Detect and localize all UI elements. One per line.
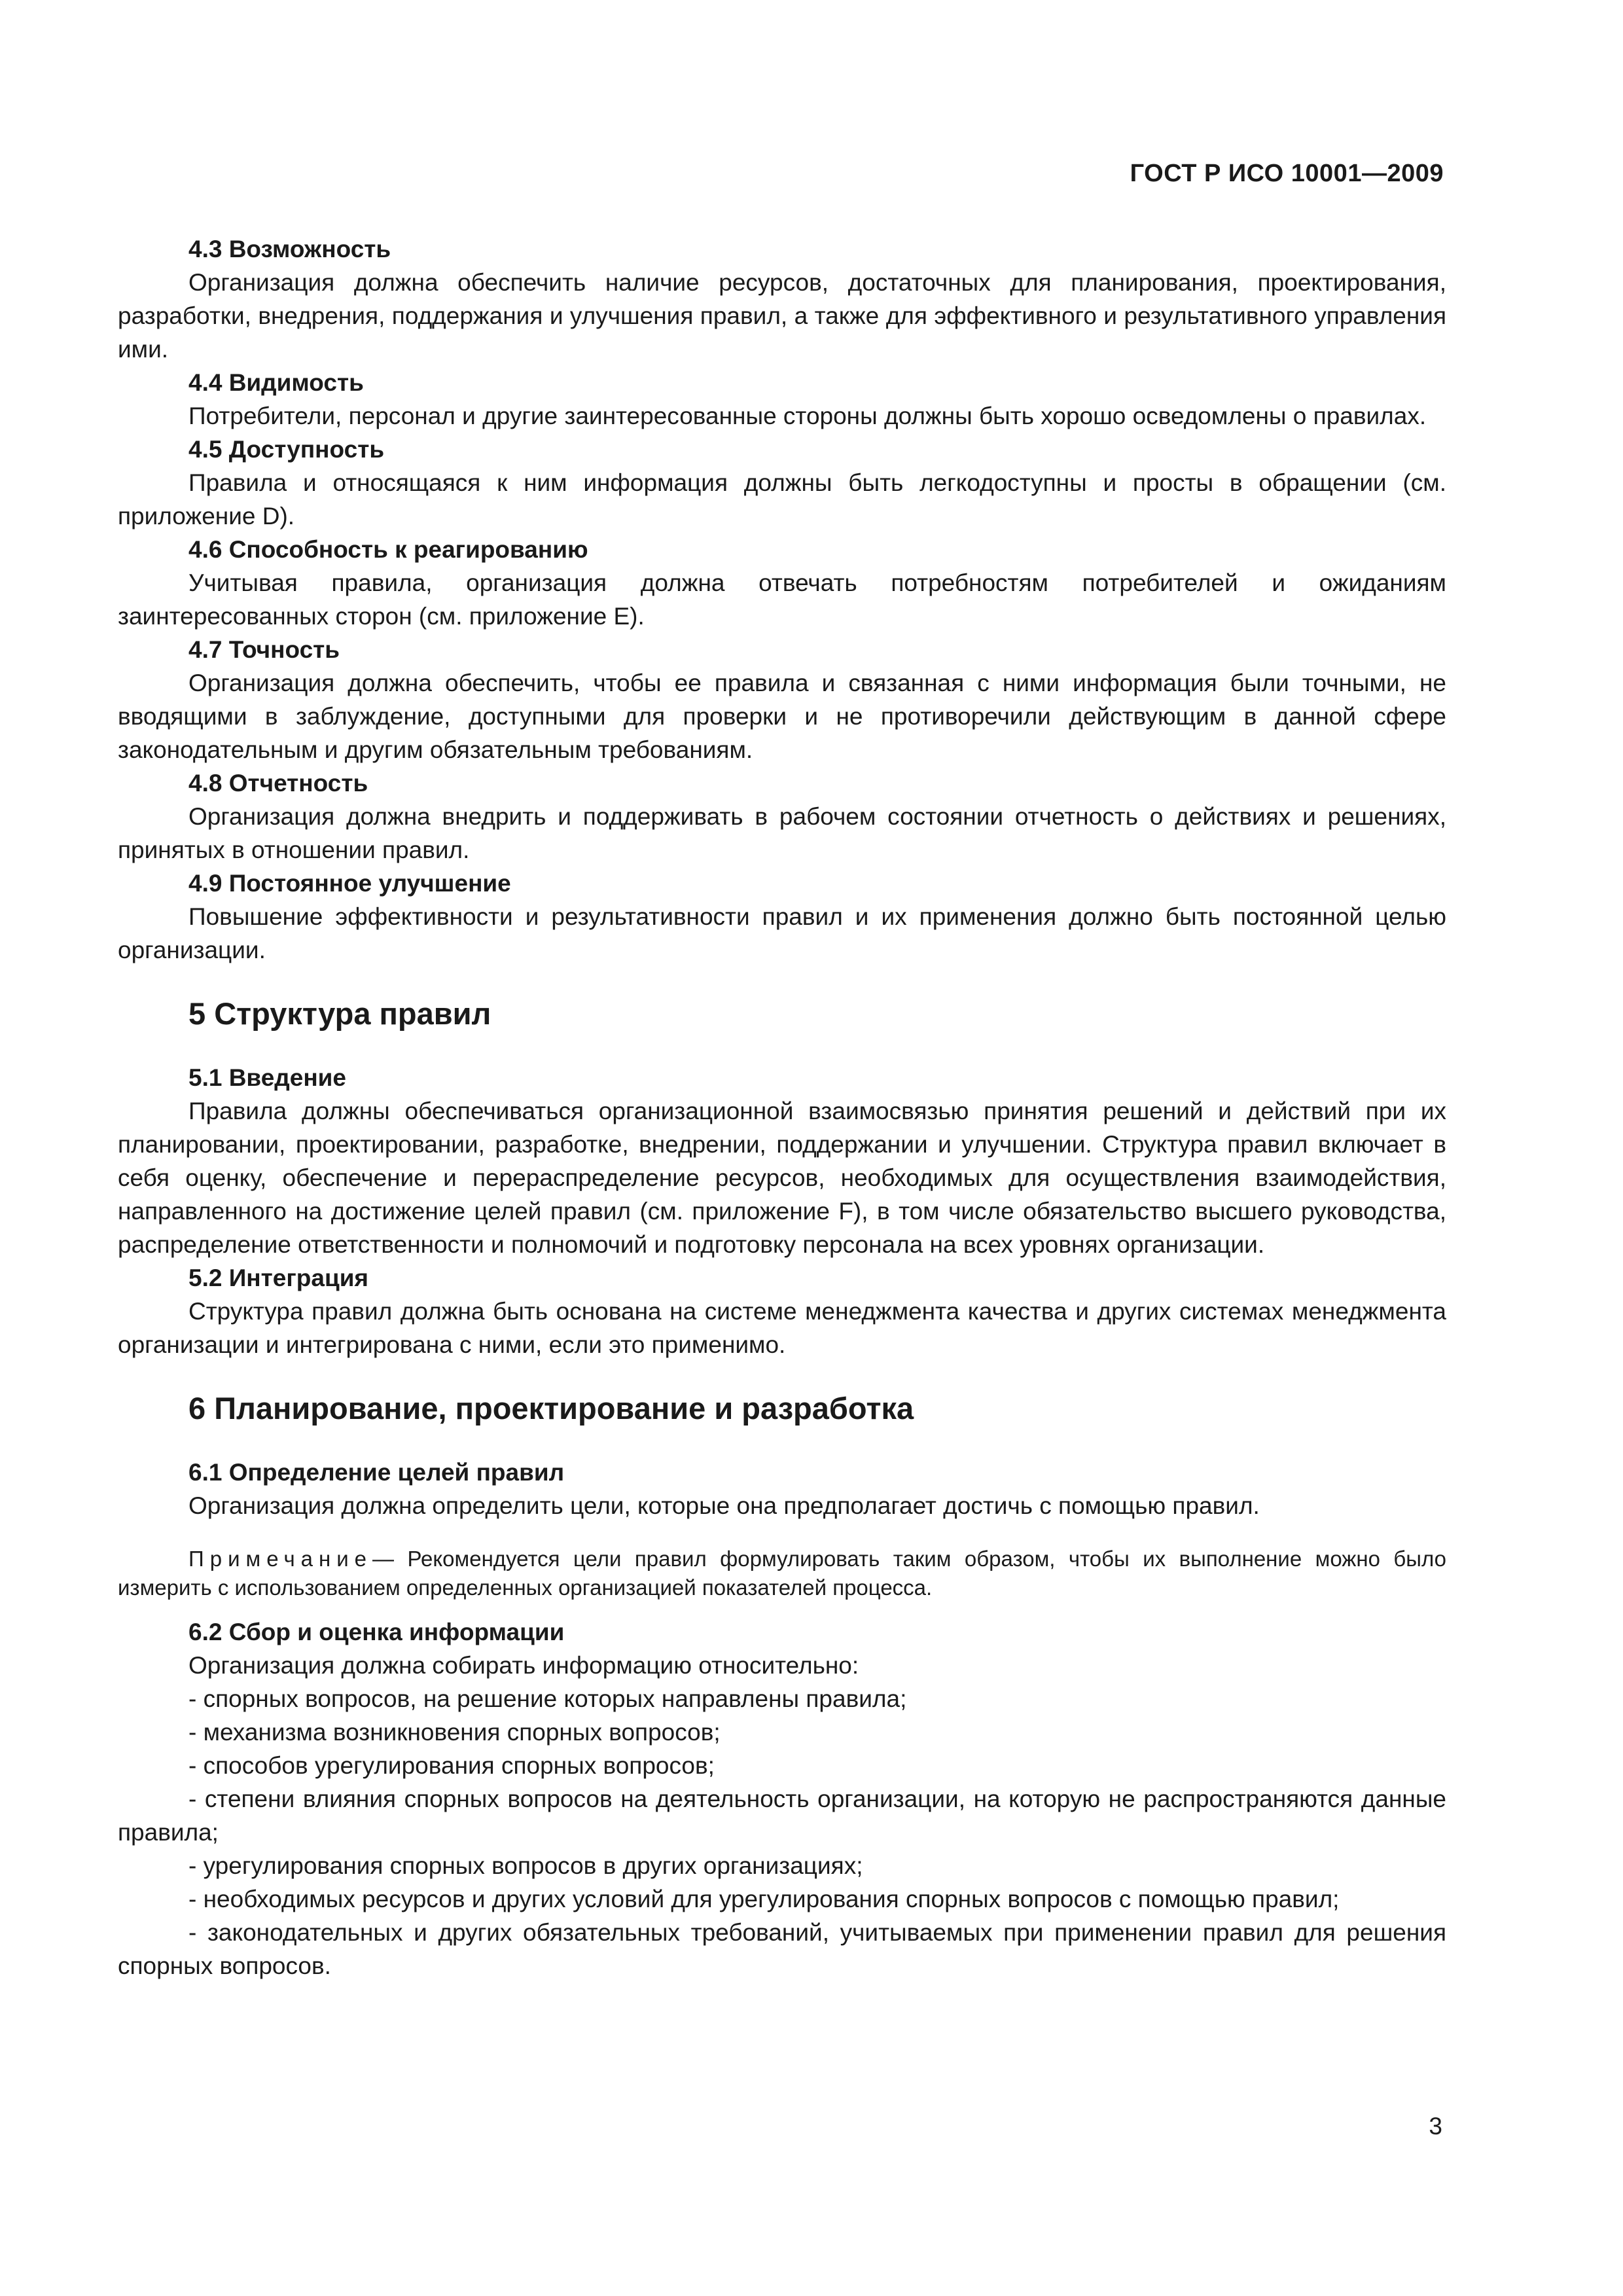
- note-label: Примечание: [188, 1547, 373, 1571]
- list-item: - степени влияния спорных вопросов на деятельность организации, на которую не распространяются данные правила;: [118, 1785, 1446, 1846]
- section-4-4-title: 4.4 Видимость: [188, 369, 364, 396]
- document-header-id: ГОСТ Р ИСО 10001—2009: [1130, 160, 1444, 187]
- list-item: - урегулирования спорных вопросов в других организациях;: [188, 1852, 863, 1879]
- section-4-3-text: Организация должна обеспечить наличие ресурсов, достаточных для планирования, проектирования, разработки, внедрения, поддержания и улучшения правил, а также для эффективного и результативного управления ими.: [118, 269, 1446, 363]
- section-4-3-title: 4.3 Возможность: [188, 236, 391, 262]
- section-4-8-text: Организация должна внедрить и поддерживать в рабочем состоянии отчетность о действиях и решениях, принятых в отношении правил.: [118, 803, 1446, 863]
- section-6-1-note: [118, 1545, 1446, 1602]
- section-4-9-title: 4.9 Постоянное улучшение: [188, 870, 511, 897]
- section-4-6-title: 4.6 Способность к реагированию: [188, 536, 588, 563]
- section-4-7-text: Организация должна обеспечить, чтобы ее правила и связанная с ними информация были точными, не вводящими в заблуждение, доступными для проверки и не противоречили действующим в данной сфере законодательным и другим обязательным требованиям.: [118, 670, 1446, 763]
- list-item: - способов урегулирования спорных вопросов;: [188, 1752, 715, 1779]
- section-4-5-text: Правила и относящаяся к ним информация должны быть легкодоступны и просты в обращении (см. приложение D).: [118, 469, 1446, 529]
- section-5-heading: 5 Структура правил: [188, 996, 491, 1031]
- section-4-6-text: Учитывая правила, организация должна отвечать потребностям потребителей и ожиданиям заинтересованных сторон (см. приложение E).: [118, 569, 1446, 630]
- section-6-1-title: 6.1 Определение целей правил: [188, 1459, 565, 1486]
- section-6-1-text: Организация должна определить цели, которые она предполагает достичь с помощью правил.: [188, 1492, 1260, 1519]
- section-5-1-text: Правила должны обеспечиваться организационной взаимосвязью принятия решений и действий при их планировании, проектировании, разработке, внедрении, поддержании и улучшении. Структура правил включает в себя оценку, обеспечение и перераспределение ресурсов, необходимых для осуществления взаимодействия, направленного на достижение целей правил (см. приложение F), в том числе обязательство высшего руководства, распределение ответственности и полномочий и подготовку персонала на всех уровнях организации.: [118, 1098, 1446, 1258]
- list-item: - спорных вопросов, на решение которых направлены правила;: [188, 1685, 907, 1712]
- section-6-2-title: 6.2 Сбор и оценка информации: [188, 1619, 565, 1645]
- section-6-heading: 6 Планирование, проектирование и разработка: [188, 1391, 914, 1426]
- section-4-5-title: 4.5 Доступность: [188, 436, 385, 463]
- section-4-8-title: 4.8 Отчетность: [188, 770, 368, 797]
- section-4-4-text: Потребители, персонал и другие заинтересованные стороны должны быть хорошо осведомлены о правилах.: [188, 403, 1427, 429]
- list-item: - законодательных и других обязательных требований, учитываемых при применении правил для решения спорных вопросов.: [118, 1919, 1446, 1979]
- section-4-7-title: 4.7 Точность: [188, 636, 340, 663]
- section-5-2-text: Структура правил должна быть основана на системе менеджмента качества и других системах менеджмента организации и интегрирована с ними, если это применимо.: [118, 1298, 1446, 1358]
- section-5-2-title: 5.2 Интеграция: [188, 1265, 369, 1291]
- document-body: [118, 232, 1446, 1982]
- note-text: — Рекомендуется цели правил формулировать таким образом, чтобы их выполнение можно было измерить с использованием определенных организацией показателей процесса.: [118, 1547, 1446, 1600]
- section-6-2-text: Организация должна собирать информацию относительно:: [188, 1652, 859, 1679]
- section-5-1-title: 5.1 Введение: [188, 1064, 347, 1091]
- section-4-9-text: Повышение эффективности и результативности правил и их применения должно быть постоянной целью организации.: [118, 903, 1446, 963]
- list-item: - механизма возникновения спорных вопросов;: [188, 1719, 721, 1746]
- list-item: - необходимых ресурсов и других условий для урегулирования спорных вопросов с помощью правил;: [188, 1886, 1340, 1912]
- page-number: 3: [1429, 2113, 1442, 2140]
